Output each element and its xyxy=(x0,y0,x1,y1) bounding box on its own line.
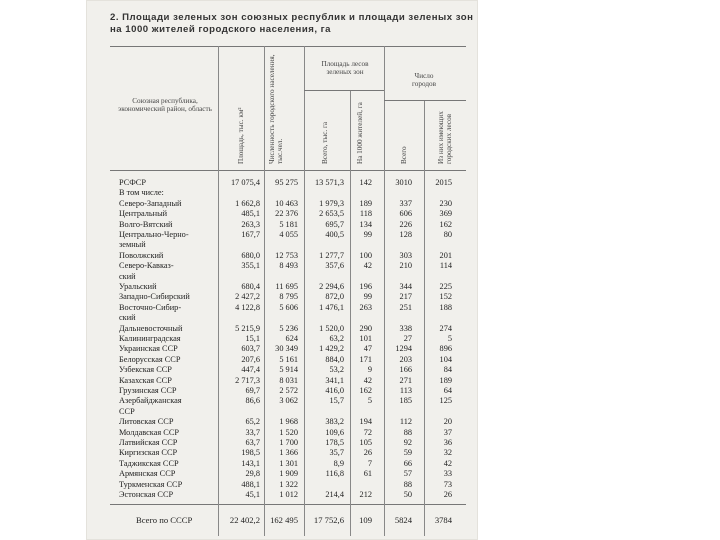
cell-forest: 341,1 xyxy=(325,375,344,385)
cell-cities: 59 xyxy=(403,448,412,458)
cell-population: 5 606 xyxy=(279,302,298,312)
cell-area: 4 122,8 xyxy=(235,302,260,312)
header-top-rule xyxy=(110,46,466,47)
cell-region: Армянская ССР xyxy=(119,469,176,479)
cell-cities: 57 xyxy=(403,469,412,479)
cell-forest: 109,6 xyxy=(325,427,344,437)
group-rule-forest xyxy=(304,90,384,91)
cell-per-1000: 101 xyxy=(359,334,372,343)
cell-forest: 1 429,2 xyxy=(319,344,344,354)
cell-area: 263,3 xyxy=(241,219,260,229)
cell-cities-with-zones: 114 xyxy=(439,261,452,271)
table-title xyxy=(110,12,474,36)
total-cities-with-zones: 3784 xyxy=(434,515,452,525)
cell-per-1000: 26 xyxy=(363,448,372,458)
cell-region: Северо-Западный xyxy=(119,198,182,208)
total-label: Всего по СССР xyxy=(136,515,193,525)
cell-per-1000: 162 xyxy=(359,386,372,395)
header-bottom-rule xyxy=(110,170,466,171)
cell-population: 5 914 xyxy=(279,365,298,375)
cell-population: 1 366 xyxy=(279,448,298,458)
cell-region: Азербайджанская xyxy=(119,396,182,406)
cell-population: 1 700 xyxy=(279,438,298,447)
cell-population: 11 695 xyxy=(275,282,298,291)
header-forest-group: Площадь лесов зеленых зон xyxy=(321,60,369,76)
cell-forest: 695,7 xyxy=(325,219,344,229)
cell-cities-with-zones: 73 xyxy=(443,479,452,489)
cell-area: 33,7 xyxy=(245,427,260,437)
header-cities-total: Всего xyxy=(400,146,408,164)
cell-region: Эстонская ССР xyxy=(119,490,174,499)
cell-region: ССР xyxy=(119,406,135,416)
cell-region: Узбекская ССР xyxy=(119,365,172,375)
cell-cities: 128 xyxy=(399,230,412,239)
cell-population: 95 275 xyxy=(275,178,298,187)
cell-cities-with-zones: 201 xyxy=(439,250,452,260)
cell-cities: 226 xyxy=(399,219,412,229)
cell-per-1000: 118 xyxy=(359,209,372,219)
total-rule xyxy=(110,504,466,505)
cell-per-1000: 42 xyxy=(363,375,372,385)
cell-region: ский xyxy=(119,313,136,323)
title-line-2: на 1000 жителей городского населения, га xyxy=(110,24,332,35)
cell-cities-with-zones: 26 xyxy=(443,490,452,499)
cell-region: Поволжский xyxy=(119,250,164,260)
cell-region: Киргизская ССР xyxy=(119,448,178,458)
cell-area: 485,1 xyxy=(241,209,260,219)
cell-area: 207,6 xyxy=(241,354,260,364)
cell-area: 15,1 xyxy=(245,334,260,343)
cell-area: 143,1 xyxy=(241,458,260,468)
cell-cities-with-zones: 125 xyxy=(439,396,452,406)
cell-forest: 2 653,5 xyxy=(319,209,344,219)
cell-cities-with-zones: 32 xyxy=(443,448,452,458)
cell-population: 5 181 xyxy=(279,219,298,229)
cell-forest: 63,2 xyxy=(329,334,344,343)
cell-cities: 92 xyxy=(403,438,412,447)
cell-cities-with-zones: 369 xyxy=(439,209,452,219)
cell-per-1000: 99 xyxy=(363,230,372,239)
cell-forest: 53,2 xyxy=(329,365,344,375)
cell-per-1000: 7 xyxy=(367,458,372,468)
cell-region: Украинская ССР xyxy=(119,344,178,354)
cell-region: Латвийская ССР xyxy=(119,438,178,447)
cell-population: 1 322 xyxy=(279,479,298,489)
cell-region: Белорусская ССР xyxy=(119,354,181,364)
header-forest-per-1000: На 1000 жителей, га xyxy=(356,102,364,164)
cell-per-1000: 189 xyxy=(359,198,372,208)
cell-per-1000: 72 xyxy=(363,427,372,437)
cell-cities: 27 xyxy=(403,334,412,343)
cell-area: 167,7 xyxy=(241,230,260,239)
cell-area: 198,5 xyxy=(241,448,260,458)
header-cities-with-zones: Из них имеющих городских лесов xyxy=(437,111,453,164)
cell-population: 1 909 xyxy=(279,469,298,479)
cell-cities-with-zones: 2015 xyxy=(435,178,452,187)
title-line-1: 2. Площади зеленых зон союзных республик и площади зеленых зон xyxy=(110,12,474,23)
cell-region: Центрально-Черно- xyxy=(119,230,189,239)
cell-area: 5 215,9 xyxy=(235,323,260,333)
cell-population: 1 968 xyxy=(279,417,298,427)
cell-forest: 1 520,0 xyxy=(319,323,344,333)
cell-forest: 15,7 xyxy=(329,396,344,406)
cell-per-1000: 105 xyxy=(359,438,372,447)
cell-forest: 872,0 xyxy=(325,292,344,302)
cell-area: 1 662,8 xyxy=(235,198,260,208)
total-cities: 5824 xyxy=(394,515,412,525)
cell-area: 69,7 xyxy=(245,386,260,395)
cell-region: Калининградская xyxy=(119,334,181,343)
cell-cities: 217 xyxy=(399,292,412,302)
cell-per-1000: 134 xyxy=(359,219,372,229)
cell-cities-with-zones: 230 xyxy=(439,198,452,208)
cell-cities: 271 xyxy=(399,375,412,385)
cell-forest: 178,5 xyxy=(325,438,344,447)
cell-cities: 1294 xyxy=(395,344,412,354)
cell-per-1000: 9 xyxy=(367,365,372,375)
cell-cities-with-zones: 5 xyxy=(447,334,452,343)
cell-cities: 210 xyxy=(399,261,412,271)
cell-area: 355,1 xyxy=(241,261,260,271)
cell-forest: 884,0 xyxy=(325,354,344,364)
cell-cities-with-zones: 225 xyxy=(439,282,452,291)
cell-region: Грузинская ССР xyxy=(119,386,177,395)
cell-cities: 251 xyxy=(399,302,412,312)
header-cities-group: Число городов xyxy=(412,72,436,88)
cell-forest: 35,7 xyxy=(329,448,344,458)
cell-population: 8 795 xyxy=(279,292,298,302)
cell-per-1000: 196 xyxy=(359,282,372,291)
cell-region: ский xyxy=(119,271,136,281)
cell-per-1000: 171 xyxy=(359,354,372,364)
cell-forest: 1 979,3 xyxy=(319,198,344,208)
cell-cities: 88 xyxy=(403,427,412,437)
cell-forest: 1 277,7 xyxy=(319,250,344,260)
cell-per-1000: 42 xyxy=(363,261,372,271)
cell-population: 1 012 xyxy=(279,490,298,499)
cell-region: Центральный xyxy=(119,209,168,219)
cell-cities-with-zones: 188 xyxy=(439,302,452,312)
cell-cities-with-zones: 104 xyxy=(439,354,452,364)
cell-population: 22 376 xyxy=(275,209,298,219)
cell-region: Западно-Сибирский xyxy=(119,292,190,302)
cell-population: 5 161 xyxy=(279,354,298,364)
cell-cities: 3010 xyxy=(395,178,412,187)
cell-population: 3 062 xyxy=(279,396,298,406)
cell-per-1000: 100 xyxy=(359,250,372,260)
cell-area: 2 427,2 xyxy=(235,292,260,302)
cell-forest: 400,5 xyxy=(325,230,344,239)
cell-cities: 50 xyxy=(403,490,412,499)
cell-per-1000: 47 xyxy=(363,344,372,354)
cell-region: Уральский xyxy=(119,282,157,291)
cell-forest: 383,2 xyxy=(325,417,344,427)
cell-region: земный xyxy=(119,240,146,250)
cell-area: 447,4 xyxy=(241,365,260,375)
cell-cities: 338 xyxy=(399,323,412,333)
total-forest: 17 752,6 xyxy=(313,515,344,525)
header-population: Численность городского населения, тыс.чел. xyxy=(268,54,284,164)
cell-region: Дальневосточный xyxy=(119,323,183,333)
cell-per-1000: 142 xyxy=(359,178,372,187)
cell-region: Таджикская ССР xyxy=(119,458,179,468)
cell-cities-with-zones: 152 xyxy=(439,292,452,302)
group-rule-cities xyxy=(384,100,466,101)
cell-area: 2 717,3 xyxy=(235,375,260,385)
cell-population: 624 xyxy=(285,334,298,343)
cell-cities: 112 xyxy=(399,417,412,427)
cell-region: Литовская ССР xyxy=(119,417,174,427)
cell-region: Молдавская ССР xyxy=(119,427,179,437)
cell-area: 680,0 xyxy=(241,250,260,260)
cell-cities-with-zones: 37 xyxy=(443,427,452,437)
cell-forest: 357,6 xyxy=(325,261,344,271)
cell-area: 17 075,4 xyxy=(230,178,260,187)
cell-cities-with-zones: 189 xyxy=(439,375,452,385)
cell-cities-with-zones: 36 xyxy=(443,438,452,447)
cell-cities: 606 xyxy=(399,209,412,219)
cell-population: 1 301 xyxy=(279,458,298,468)
cell-region: Волго-Вятский xyxy=(119,219,173,229)
cell-area: 63,7 xyxy=(245,438,260,447)
cell-area: 603,7 xyxy=(241,344,260,354)
cell-population: 1 520 xyxy=(279,427,298,437)
cell-forest: 8,9 xyxy=(333,458,344,468)
cell-cities-with-zones: 80 xyxy=(443,230,452,239)
cell-cities-with-zones: 896 xyxy=(439,344,452,354)
cell-per-1000: 5 xyxy=(367,396,372,406)
cell-population: 2 572 xyxy=(279,386,298,395)
cell-forest: 116,8 xyxy=(325,469,344,479)
cell-per-1000: 194 xyxy=(359,417,372,427)
cell-cities: 203 xyxy=(399,354,412,364)
cell-cities-with-zones: 33 xyxy=(443,469,452,479)
cell-population: 10 463 xyxy=(275,198,298,208)
cell-region: РСФСР xyxy=(119,178,146,187)
header-area: Площадь, тыс. км² xyxy=(237,107,245,164)
cell-area: 45,1 xyxy=(245,490,260,499)
cell-population: 30 349 xyxy=(275,344,298,354)
cell-cities: 337 xyxy=(399,198,412,208)
cell-cities-with-zones: 84 xyxy=(443,365,452,375)
cell-region: Туркменская ССР xyxy=(119,479,183,489)
total-area: 22 402,2 xyxy=(229,515,260,525)
header-forest-total: Всего, тыс. га xyxy=(321,121,329,164)
cell-area: 488,1 xyxy=(241,479,260,489)
cell-per-1000: 212 xyxy=(359,490,372,499)
cell-cities: 166 xyxy=(399,365,412,375)
cell-cities-with-zones: 42 xyxy=(443,458,452,468)
cell-region: Восточно-Сибир- xyxy=(119,302,182,312)
cell-cities: 303 xyxy=(399,250,412,260)
cell-area: 29,8 xyxy=(245,469,260,479)
header-region: Союзная республика, экономический район, область xyxy=(118,97,212,113)
cell-region: Северо-Кавказ- xyxy=(119,261,174,271)
cell-cities-with-zones: 274 xyxy=(439,323,452,333)
cell-forest: 416,0 xyxy=(325,386,344,395)
cell-cities: 88 xyxy=(403,479,412,489)
cell-cities-with-zones: 162 xyxy=(439,219,452,229)
cell-forest: 214,4 xyxy=(325,490,344,499)
cell-per-1000: 263 xyxy=(359,302,372,312)
cell-cities: 113 xyxy=(399,386,412,395)
cell-population: 4 055 xyxy=(279,230,298,239)
total-per-1000: 109 xyxy=(359,515,372,525)
cell-area: 680,4 xyxy=(241,282,260,291)
cell-population: 5 236 xyxy=(279,323,298,333)
cell-forest: 2 294,6 xyxy=(319,282,344,291)
total-population: 162 495 xyxy=(270,515,298,525)
cell-per-1000: 61 xyxy=(363,469,372,479)
cell-population: 8 493 xyxy=(279,261,298,271)
cell-population: 12 753 xyxy=(275,250,298,260)
cell-cities: 66 xyxy=(403,458,412,468)
cell-forest: 13 571,3 xyxy=(314,178,344,187)
cell-cities: 344 xyxy=(399,282,412,291)
cell-cities: 185 xyxy=(399,396,412,406)
cell-population: 8 031 xyxy=(279,375,298,385)
cell-region: Казахская ССР xyxy=(119,375,172,385)
cell-per-1000: 290 xyxy=(359,323,372,333)
cell-cities-with-zones: 20 xyxy=(443,417,452,427)
cell-forest: 1 476,1 xyxy=(319,302,344,312)
cell-area: 65,2 xyxy=(245,417,260,427)
cell-per-1000: 99 xyxy=(363,292,372,302)
cell-area: 86,6 xyxy=(245,396,260,406)
cell-cities-with-zones: 64 xyxy=(443,386,452,395)
cell-region: В том числе: xyxy=(119,188,164,198)
